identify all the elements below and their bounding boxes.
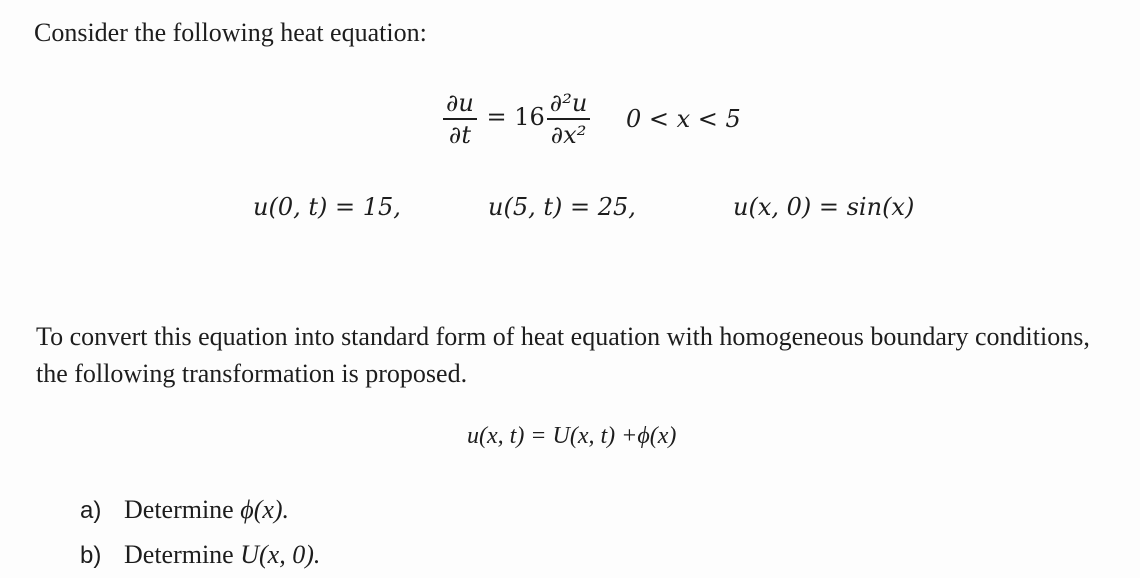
question-b-label: b)	[80, 542, 102, 569]
question-a	[80, 488, 320, 533]
space-derivative	[547, 88, 591, 150]
question-b	[80, 533, 320, 578]
question-list	[80, 488, 320, 578]
initial-condition: u(x, 0) = sin(x)	[733, 193, 915, 221]
question-a-label: a)	[80, 497, 102, 524]
problem-intro: Consider the following heat equation:	[34, 18, 427, 47]
question-b-text: Determine	[124, 540, 241, 569]
equation-coefficient: = 16	[486, 103, 545, 132]
proposed-transformation: u(x, t) = U(x, t) +ϕ(x)	[467, 423, 677, 449]
space-derivative-denominator: ∂x²	[550, 120, 587, 149]
transformation-paragraph: To convert this equation into standard form of heat equation with homogeneous boundary conditions, the following transformation is proposed.	[36, 322, 1090, 388]
time-derivative-denominator: ∂t	[448, 120, 471, 149]
space-derivative-numerator: ∂²u	[549, 89, 588, 117]
spatial-domain: 0 < x < 5	[625, 104, 741, 133]
question-a-math: ϕ(x).	[240, 495, 290, 524]
time-derivative-numerator: ∂u	[446, 89, 474, 117]
right-boundary-condition: u(5, t) = 25,	[488, 193, 636, 221]
question-a-text: Determine	[124, 495, 241, 524]
heat-equation	[443, 88, 741, 168]
question-b-math: U(x, 0).	[240, 540, 321, 569]
time-derivative	[443, 88, 477, 150]
left-boundary-condition: u(0, t) = 15,	[253, 193, 401, 221]
